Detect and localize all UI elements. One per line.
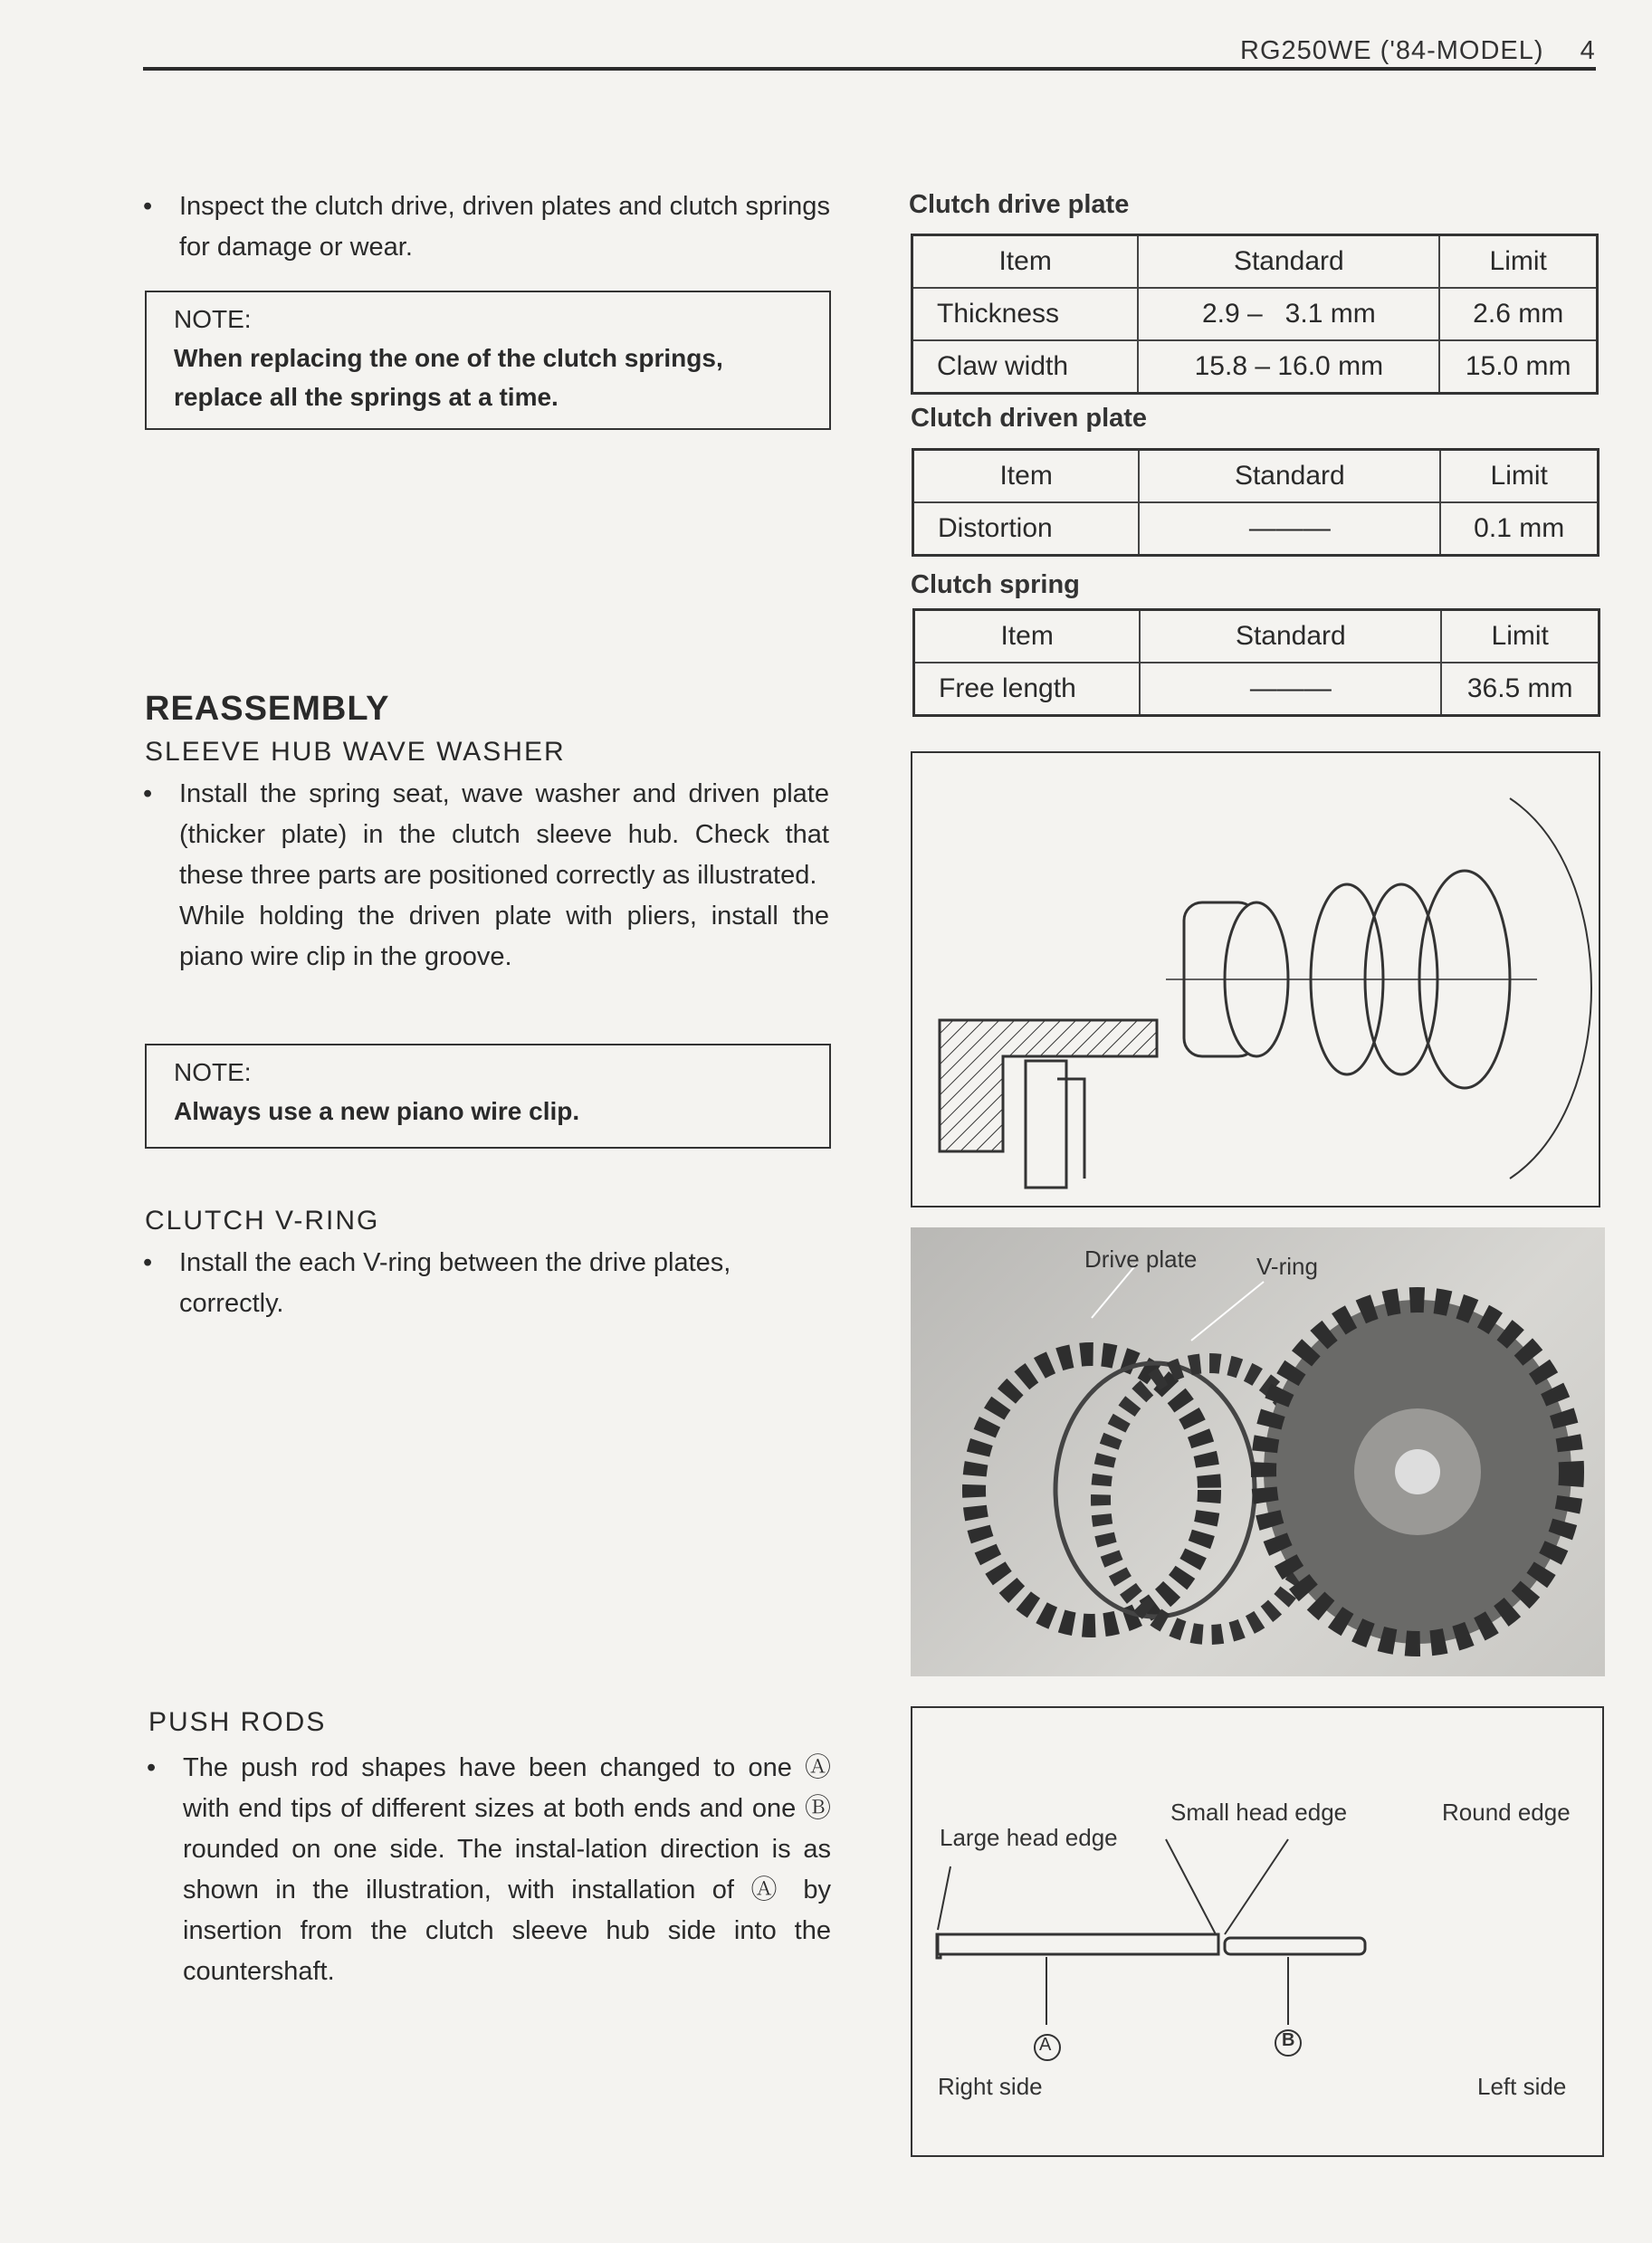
push-rod-diagram [911, 1706, 1604, 2157]
cell: Claw width [912, 340, 1139, 394]
cell: 15.8 – 16.0 mm [1138, 340, 1439, 394]
note-box-springs [145, 291, 831, 430]
vring-section [143, 1243, 829, 1324]
note-text: When replacing the one of the clutch springs, replace all the springs at a time. [174, 344, 723, 411]
sleeve-hub-illustration [912, 753, 1599, 1206]
page-header [1240, 36, 1596, 66]
header-cell: Item [913, 450, 1140, 503]
cell: Distortion [913, 502, 1140, 556]
cell: 36.5 mm [1441, 663, 1599, 716]
sleeve-bullet: • Install the spring seat, wave washer and driven plate (thicker plate) in the clutch sleeve hub. Check that these three parts are positioned correctly as illustrated. [143, 774, 829, 896]
sleeve-hub-heading: SLEEVE HUB WAVE WASHER [145, 737, 566, 767]
table-title-text: Clutch drive plate [909, 190, 1130, 219]
cell: 15.0 mm [1439, 340, 1597, 394]
clutch-plates-photo [911, 1227, 1605, 1676]
pushrods-heading: PUSH RODS [148, 1707, 327, 1737]
sleeve-bullet-cont: While holding the driven plate with pliers, install the piano wire clip in the groove. [179, 902, 829, 971]
clutch-plates-image [911, 1227, 1605, 1676]
header-cell: Item [914, 610, 1141, 663]
reassembly-heading-wrap [145, 690, 389, 729]
reassembly-heading: REASSEMBLY [145, 690, 390, 728]
header-cell: Limit [1440, 450, 1598, 503]
table-title [911, 570, 1080, 600]
inspect-bullet: • Inspect the clutch drive, driven plates and clutch springs for damage or wear. [143, 186, 831, 268]
note-text: Always use a new piano wire clip. [174, 1097, 580, 1125]
header-cell: Limit [1441, 610, 1599, 663]
cell: ——— [1139, 502, 1440, 556]
pushrods-section [147, 1748, 831, 1992]
inspect-section [143, 186, 831, 268]
pushrods-bullet: • The push rod shapes have been changed to one Ⓐ with end tips of different sizes at both ends and one Ⓑ rounded on one side. The instal-lation direction is as shown in the illustration, with installation of Ⓐ by insertion from the clutch sleeve hub side into the countershaft. [147, 1748, 831, 1992]
rod-a-marker: A [1039, 2035, 1052, 2055]
vring-heading-wrap [145, 1206, 379, 1236]
cell: 0.1 mm [1440, 502, 1598, 556]
cell: Free length [914, 663, 1141, 716]
v-ring-label: V-ring [1256, 1253, 1318, 1280]
cell: 2.6 mm [1439, 288, 1597, 340]
header-cell: Standard [1138, 235, 1439, 289]
sleeve-section [143, 774, 829, 978]
model-label: RG250WE ('84-MODEL) [1240, 36, 1544, 65]
vring-bullet: • Install the each V-ring between the drive plates, correctly. [143, 1243, 829, 1324]
drive-plate-label: Drive plate [1084, 1246, 1198, 1273]
round-edge-label: Round edge [1442, 1799, 1571, 1826]
table-title [909, 190, 1129, 220]
sleeve-hub-diagram [911, 751, 1600, 1207]
sleeve-hub-heading-wrap [145, 737, 566, 768]
right-side-label: Right side [938, 2073, 1043, 2100]
header-rule [143, 67, 1596, 71]
note-label: NOTE: [174, 305, 252, 333]
rod-b-marker: B [1282, 2030, 1295, 2050]
pushrods-heading-wrap [148, 1707, 326, 1738]
left-side-label: Left side [1477, 2073, 1567, 2100]
cell: Thickness [912, 288, 1139, 340]
small-head-edge-label: Small head edge [1170, 1799, 1348, 1826]
header-cell: Standard [1139, 450, 1440, 503]
large-head-edge-label: Large head edge [940, 1824, 1118, 1851]
table-title-text: Clutch driven plate [911, 404, 1148, 433]
cell: ——— [1140, 663, 1441, 716]
header-cell: Limit [1439, 235, 1597, 289]
table-title [911, 404, 1147, 434]
note-box-clip [145, 1044, 831, 1149]
page-number: 4 [1580, 36, 1596, 65]
clutch-drive-plate-table [911, 234, 1599, 395]
header-cell: Standard [1140, 610, 1441, 663]
cell: 2.9 – 3.1 mm [1138, 288, 1439, 340]
header-cell: Item [912, 235, 1139, 289]
note-label: NOTE: [174, 1058, 252, 1086]
vring-heading: CLUTCH V-RING [145, 1206, 380, 1236]
clutch-driven-plate-table [912, 448, 1599, 557]
table-title-text: Clutch spring [911, 570, 1080, 599]
clutch-spring-table [912, 608, 1600, 717]
